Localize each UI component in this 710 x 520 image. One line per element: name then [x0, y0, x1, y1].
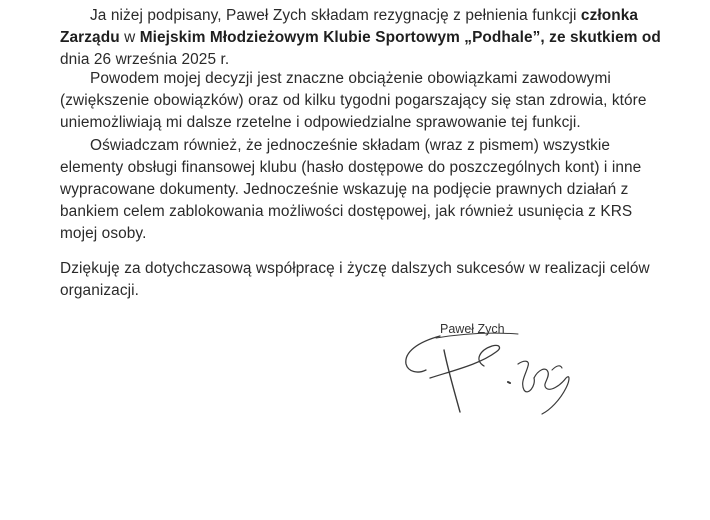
text: Ja niżej podpisany, Paweł Zych składam rezygnację z pełnienia funkcji — [90, 7, 581, 24]
line — [60, 5, 650, 27]
line: wypracowane dokumenty. Jednocześnie wskazuję na podjęcie prawnych działań z — [60, 181, 629, 198]
line: bankiem celem zablokowania możliwości dostępowej, jak również usunięcia z KRS — [60, 203, 633, 220]
text: w — [119, 29, 140, 46]
handwritten-signature — [400, 330, 590, 420]
paragraph-reason — [60, 68, 650, 134]
line — [60, 27, 661, 49]
line: Oświadczam również, że jednocześnie składam (wraz z pismem) wszystkie — [90, 137, 611, 154]
bold-text: członka — [580, 7, 639, 24]
paragraph-declaration — [60, 135, 650, 245]
paragraph-resignation — [60, 5, 661, 71]
line: Dziękuję za dotychczasową współpracę i życzę dalszych sukcesów w realizacji celów — [60, 260, 650, 277]
bold-text: Miejskim Młodzieżowym Klubie Sportowym „Podhale”, ze skutkiem od — [139, 29, 661, 46]
line: mojej osoby. — [60, 225, 147, 242]
line: Powodem mojej decyzji jest znaczne obciążenie obowiązkami zawodowymi — [90, 70, 611, 87]
line: organizacji. — [60, 282, 140, 299]
printed-signatory-name: Paweł Zych — [440, 322, 505, 336]
line: dnia 26 września 2025 r. — [60, 51, 230, 68]
line: uniemożliwiają mi dalsze rzetelne i odpowiedzialne sprawowanie tej funkcji. — [60, 114, 581, 131]
paragraph-thanks — [60, 258, 650, 302]
line: elementy obsługi finansowej klubu (hasło dostępowe do poszczególnych kont) i inne — [60, 159, 642, 176]
line: (zwiększenie obowiązków) oraz od kilku tygodni pogarszający się stan zdrowia, które — [60, 92, 647, 109]
bold-text: Zarządu — [60, 29, 120, 46]
